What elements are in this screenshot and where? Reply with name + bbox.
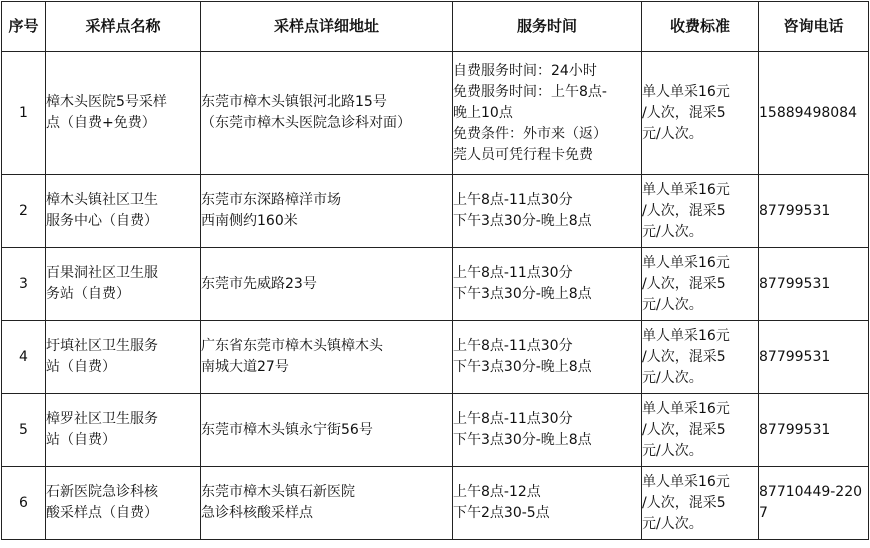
site-name: 石新医院急诊科核 酸采样点（自费） bbox=[46, 467, 201, 540]
fee-standard: 单人单采16元 /人次，混采5 元/人次。 bbox=[642, 248, 759, 321]
header-phone: 咨询电话 bbox=[759, 2, 869, 52]
header-no: 序号 bbox=[2, 2, 46, 52]
header-address: 采样点详细地址 bbox=[201, 2, 453, 52]
row-number: 6 bbox=[2, 467, 46, 540]
site-name: 樟罗社区卫生服务 站（自费） bbox=[46, 394, 201, 467]
contact-phone: 87799531 bbox=[759, 248, 869, 321]
service-time: 上午8点-11点30分 下午3点30分-晚上8点 bbox=[453, 321, 642, 394]
table-row bbox=[2, 175, 869, 248]
table-row bbox=[2, 467, 869, 540]
table-row bbox=[2, 394, 869, 467]
sampling-sites-table bbox=[1, 1, 869, 540]
site-address: 广东省东莞市樟木头镇樟木头 南城大道27号 bbox=[201, 321, 453, 394]
site-name: 圩填社区卫生服务 站（自费） bbox=[46, 321, 201, 394]
site-name: 樟木头镇社区卫生 服务中心（自费） bbox=[46, 175, 201, 248]
contact-phone: 87799531 bbox=[759, 321, 869, 394]
site-name: 百果洞社区卫生服 务站（自费） bbox=[46, 248, 201, 321]
fee-standard: 单人单采16元 /人次，混采5 元/人次。 bbox=[642, 321, 759, 394]
header-fee: 收费标准 bbox=[642, 2, 759, 52]
table-row bbox=[2, 248, 869, 321]
service-time: 上午8点-11点30分 下午3点30分-晚上8点 bbox=[453, 248, 642, 321]
row-number: 4 bbox=[2, 321, 46, 394]
fee-standard: 单人单采16元 /人次，混采5 元/人次。 bbox=[642, 394, 759, 467]
site-address: 东莞市樟木头镇银河北路15号 （东莞市樟木头医院急诊科对面） bbox=[201, 52, 453, 175]
contact-phone: 87799531 bbox=[759, 175, 869, 248]
contact-phone: 15889498084 bbox=[759, 52, 869, 175]
service-time: 上午8点-11点30分 下午3点30分-晚上8点 bbox=[453, 394, 642, 467]
service-time: 自费服务时间：24小时 免费服务时间：上午8点- 晚上10点 免费条件：外市来（返） 莞人员可凭行程卡免费 bbox=[453, 52, 642, 175]
table-row bbox=[2, 321, 869, 394]
site-address: 东莞市樟木头镇石新医院 急诊科核酸采样点 bbox=[201, 467, 453, 540]
header-row bbox=[2, 2, 869, 52]
row-number: 5 bbox=[2, 394, 46, 467]
row-number: 2 bbox=[2, 175, 46, 248]
row-number: 3 bbox=[2, 248, 46, 321]
header-name: 采样点名称 bbox=[46, 2, 201, 52]
contact-phone: 87799531 bbox=[759, 394, 869, 467]
row-number: 1 bbox=[2, 52, 46, 175]
contact-phone: 87710449-220 7 bbox=[759, 467, 869, 540]
fee-standard: 单人单采16元 /人次，混采5 元/人次。 bbox=[642, 467, 759, 540]
table-row bbox=[2, 52, 869, 175]
site-address: 东莞市东深路樟洋市场 西南侧约160米 bbox=[201, 175, 453, 248]
service-time: 上午8点-11点30分 下午3点30分-晚上8点 bbox=[453, 175, 642, 248]
site-address: 东莞市樟木头镇永宁街56号 bbox=[201, 394, 453, 467]
site-name: 樟木头医院5号采样 点（自费+免费） bbox=[46, 52, 201, 175]
site-address: 东莞市先威路23号 bbox=[201, 248, 453, 321]
header-service-time: 服务时间 bbox=[453, 2, 642, 52]
fee-standard: 单人单采16元 /人次，混采5 元/人次。 bbox=[642, 175, 759, 248]
service-time: 上午8点-12点 下午2点30-5点 bbox=[453, 467, 642, 540]
fee-standard: 单人单采16元 /人次，混采5 元/人次。 bbox=[642, 52, 759, 175]
